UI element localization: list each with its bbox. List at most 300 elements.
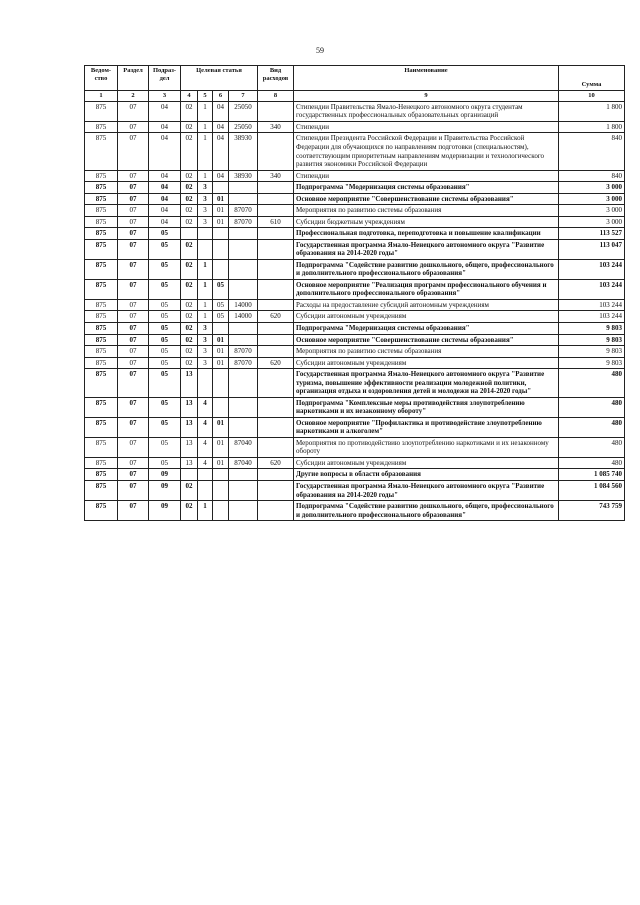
cell-amount: 1 084 560 <box>559 480 625 500</box>
cell-dept: 875 <box>85 193 118 205</box>
cell-direction <box>229 469 258 481</box>
header-target: Целевая статья <box>181 66 258 91</box>
col-number: 9 <box>294 90 559 101</box>
cell-name: Стипендии <box>294 121 559 133</box>
cell-dept: 875 <box>85 417 118 437</box>
cell-subsection: 05 <box>149 259 181 279</box>
cell-section: 07 <box>118 334 149 346</box>
header-name: Наименование <box>294 66 559 91</box>
table-row <box>85 457 625 469</box>
header-subsection: Подраз-дел <box>149 66 181 91</box>
cell-name: Подпрограмма "Комплексные меры противодействия злоупотреблению наркотиками и их незаконному обороту" <box>294 397 559 417</box>
cell-direction <box>229 334 258 346</box>
cell-subsection: 04 <box>149 101 181 121</box>
table-body <box>85 101 625 520</box>
header-dept: Ведом-ство <box>85 66 118 91</box>
cell-expense-type: 610 <box>258 216 294 228</box>
cell-expense-type <box>258 259 294 279</box>
cell-dept: 875 <box>85 228 118 240</box>
col-number: 5 <box>198 90 213 101</box>
cell-program: 13 <box>181 437 198 457</box>
table-row <box>85 397 625 417</box>
cell-subsection: 05 <box>149 323 181 335</box>
cell-amount: 480 <box>559 369 625 398</box>
cell-amount: 1 800 <box>559 101 625 121</box>
cell-amount: 3 000 <box>559 216 625 228</box>
cell-dept: 875 <box>85 346 118 358</box>
cell-activity: 04 <box>213 121 229 133</box>
cell-direction: 87070 <box>229 346 258 358</box>
cell-expense-type: 620 <box>258 457 294 469</box>
cell-activity: 05 <box>213 299 229 311</box>
table-row <box>85 417 625 437</box>
cell-amount: 113 047 <box>559 239 625 259</box>
cell-dept: 875 <box>85 397 118 417</box>
cell-amount: 103 244 <box>559 311 625 323</box>
cell-expense-type <box>258 133 294 170</box>
cell-amount: 103 244 <box>559 299 625 311</box>
cell-direction: 25050 <box>229 121 258 133</box>
cell-program: 02 <box>181 239 198 259</box>
table-row <box>85 279 625 299</box>
cell-direction <box>229 193 258 205</box>
cell-section: 07 <box>118 323 149 335</box>
cell-amount: 3 000 <box>559 205 625 217</box>
cell-dept: 875 <box>85 216 118 228</box>
cell-expense-type <box>258 279 294 299</box>
cell-direction: 14000 <box>229 311 258 323</box>
col-number: 10 <box>559 90 625 101</box>
cell-activity: 01 <box>213 357 229 369</box>
cell-subprogram: 4 <box>198 437 213 457</box>
cell-expense-type: 340 <box>258 121 294 133</box>
table-row <box>85 469 625 481</box>
cell-activity <box>213 397 229 417</box>
cell-amount: 103 244 <box>559 279 625 299</box>
cell-section: 07 <box>118 228 149 240</box>
cell-subsection: 05 <box>149 228 181 240</box>
cell-expense-type <box>258 323 294 335</box>
cell-amount: 480 <box>559 437 625 457</box>
cell-activity <box>213 239 229 259</box>
cell-subsection: 05 <box>149 239 181 259</box>
cell-direction <box>229 228 258 240</box>
cell-subprogram: 4 <box>198 417 213 437</box>
cell-activity <box>213 259 229 279</box>
cell-section: 07 <box>118 216 149 228</box>
cell-dept: 875 <box>85 480 118 500</box>
cell-expense-type <box>258 437 294 457</box>
cell-subprogram: 3 <box>198 182 213 194</box>
cell-activity <box>213 501 229 521</box>
cell-amount: 113 527 <box>559 228 625 240</box>
cell-subsection: 04 <box>149 133 181 170</box>
cell-subprogram: 1 <box>198 311 213 323</box>
col-number: 2 <box>118 90 149 101</box>
cell-name: Мероприятия по развитию системы образования <box>294 346 559 358</box>
cell-direction: 38930 <box>229 133 258 170</box>
cell-expense-type <box>258 334 294 346</box>
cell-section: 07 <box>118 239 149 259</box>
cell-dept: 875 <box>85 279 118 299</box>
cell-direction <box>229 239 258 259</box>
cell-direction <box>229 323 258 335</box>
table-row <box>85 357 625 369</box>
cell-name: Расходы на предоставление субсидий автономным учреждениям <box>294 299 559 311</box>
cell-subsection: 09 <box>149 480 181 500</box>
cell-subprogram <box>198 239 213 259</box>
cell-amount: 9 803 <box>559 357 625 369</box>
cell-subprogram: 3 <box>198 357 213 369</box>
cell-subsection: 04 <box>149 193 181 205</box>
cell-program <box>181 469 198 481</box>
table-row <box>85 239 625 259</box>
cell-dept: 875 <box>85 259 118 279</box>
cell-program: 02 <box>181 299 198 311</box>
header-section: Раздел <box>118 66 149 91</box>
cell-program: 02 <box>181 480 198 500</box>
cell-activity <box>213 182 229 194</box>
cell-dept: 875 <box>85 311 118 323</box>
column-numbers-row <box>85 90 625 101</box>
cell-program: 02 <box>181 259 198 279</box>
header-expense-type: Вид расходов <box>258 66 294 91</box>
cell-program: 02 <box>181 279 198 299</box>
cell-dept: 875 <box>85 369 118 398</box>
cell-subprogram: 4 <box>198 397 213 417</box>
cell-name: Субсидии автономным учреждениям <box>294 311 559 323</box>
cell-amount: 9 803 <box>559 334 625 346</box>
cell-direction: 87070 <box>229 357 258 369</box>
cell-subsection: 05 <box>149 346 181 358</box>
cell-name: Стипендии Президента Российской Федерации и Правительства Российской Федерации для обучающихся по направлениям подготовки (специальностям), соответствующим приоритетным направлениям модернизации и технологического развития экономики Российской Федерации <box>294 133 559 170</box>
cell-subsection: 09 <box>149 501 181 521</box>
table-row <box>85 205 625 217</box>
cell-subprogram <box>198 469 213 481</box>
cell-subsection: 05 <box>149 311 181 323</box>
cell-expense-type <box>258 193 294 205</box>
table-row <box>85 323 625 335</box>
cell-section: 07 <box>118 457 149 469</box>
table-row <box>85 346 625 358</box>
header-amount-top <box>559 66 625 81</box>
cell-dept: 875 <box>85 334 118 346</box>
table-row <box>85 216 625 228</box>
cell-dept: 875 <box>85 182 118 194</box>
cell-activity: 05 <box>213 311 229 323</box>
cell-name: Стипендии Правительства Ямало-Ненецкого автономного округа студентам государственных профессиональных образовательных организаций <box>294 101 559 121</box>
cell-program: 02 <box>181 346 198 358</box>
cell-section: 07 <box>118 299 149 311</box>
cell-subprogram: 4 <box>198 457 213 469</box>
cell-dept: 875 <box>85 299 118 311</box>
cell-name: Субсидии бюджетным учреждениям <box>294 216 559 228</box>
cell-direction <box>229 417 258 437</box>
table-row <box>85 133 625 170</box>
cell-amount: 480 <box>559 397 625 417</box>
cell-activity: 01 <box>213 437 229 457</box>
cell-name: Государственная программа Ямало-Ненецкого автономного округа "Развитие образования на 2014-2020 годы" <box>294 239 559 259</box>
cell-name: Субсидии автономным учреждениям <box>294 457 559 469</box>
cell-expense-type <box>258 397 294 417</box>
cell-name: Подпрограмма "Содействие развитию дошкольного, общего, профессионального и дополнительного профессионального образования" <box>294 501 559 521</box>
cell-name: Подпрограмма "Модернизация системы образования" <box>294 323 559 335</box>
cell-section: 07 <box>118 417 149 437</box>
cell-direction: 14000 <box>229 299 258 311</box>
cell-amount: 840 <box>559 133 625 170</box>
cell-subprogram: 3 <box>198 193 213 205</box>
col-number: 7 <box>229 90 258 101</box>
cell-dept: 875 <box>85 239 118 259</box>
cell-subsection: 05 <box>149 334 181 346</box>
cell-activity: 05 <box>213 279 229 299</box>
cell-name: Основное мероприятие "Совершенствование системы образования" <box>294 334 559 346</box>
cell-expense-type <box>258 501 294 521</box>
cell-subprogram: 3 <box>198 346 213 358</box>
cell-subsection: 09 <box>149 469 181 481</box>
cell-activity: 01 <box>213 216 229 228</box>
cell-section: 07 <box>118 259 149 279</box>
cell-activity: 04 <box>213 101 229 121</box>
cell-subprogram: 1 <box>198 133 213 170</box>
cell-dept: 875 <box>85 501 118 521</box>
cell-dept: 875 <box>85 101 118 121</box>
cell-subsection: 04 <box>149 182 181 194</box>
cell-program: 02 <box>181 501 198 521</box>
cell-expense-type <box>258 346 294 358</box>
table-row <box>85 299 625 311</box>
cell-dept: 875 <box>85 357 118 369</box>
cell-subprogram: 1 <box>198 121 213 133</box>
cell-activity: 01 <box>213 417 229 437</box>
table-row <box>85 501 625 521</box>
cell-section: 07 <box>118 357 149 369</box>
cell-subprogram: 1 <box>198 170 213 182</box>
cell-program: 02 <box>181 133 198 170</box>
cell-name: Основное мероприятие "Профилактика и противодействие злоупотреблению наркотиками и алкоголем" <box>294 417 559 437</box>
table-row <box>85 369 625 398</box>
cell-section: 07 <box>118 346 149 358</box>
header-amount: Сумма <box>559 80 625 90</box>
table-row <box>85 121 625 133</box>
cell-direction <box>229 182 258 194</box>
page-number: 59 <box>316 46 324 55</box>
budget-table <box>84 65 625 521</box>
cell-activity: 01 <box>213 193 229 205</box>
cell-subprogram <box>198 480 213 500</box>
table-row <box>85 334 625 346</box>
cell-name: Подпрограмма "Модернизация системы образования" <box>294 182 559 194</box>
cell-expense-type <box>258 205 294 217</box>
col-number: 4 <box>181 90 198 101</box>
cell-dept: 875 <box>85 457 118 469</box>
cell-program: 02 <box>181 205 198 217</box>
cell-amount: 840 <box>559 170 625 182</box>
cell-direction <box>229 279 258 299</box>
cell-name: Стипендии <box>294 170 559 182</box>
cell-section: 07 <box>118 311 149 323</box>
cell-expense-type <box>258 299 294 311</box>
cell-activity <box>213 469 229 481</box>
cell-section: 07 <box>118 121 149 133</box>
cell-activity: 01 <box>213 334 229 346</box>
table-row <box>85 182 625 194</box>
cell-program: 02 <box>181 357 198 369</box>
cell-subprogram: 3 <box>198 216 213 228</box>
cell-direction <box>229 397 258 417</box>
cell-dept: 875 <box>85 121 118 133</box>
cell-subsection: 04 <box>149 170 181 182</box>
cell-subsection: 05 <box>149 357 181 369</box>
cell-subprogram: 1 <box>198 501 213 521</box>
cell-amount: 480 <box>559 417 625 437</box>
cell-direction: 87070 <box>229 205 258 217</box>
cell-dept: 875 <box>85 323 118 335</box>
cell-subsection: 04 <box>149 216 181 228</box>
cell-amount: 103 244 <box>559 259 625 279</box>
cell-section: 07 <box>118 133 149 170</box>
cell-expense-type: 620 <box>258 357 294 369</box>
table-row <box>85 228 625 240</box>
cell-section: 07 <box>118 101 149 121</box>
cell-section: 07 <box>118 437 149 457</box>
cell-program: 02 <box>181 216 198 228</box>
cell-expense-type <box>258 369 294 398</box>
cell-activity: 04 <box>213 133 229 170</box>
cell-program: 13 <box>181 417 198 437</box>
cell-amount: 480 <box>559 457 625 469</box>
cell-expense-type <box>258 480 294 500</box>
cell-activity <box>213 228 229 240</box>
cell-subsection: 05 <box>149 369 181 398</box>
cell-activity: 01 <box>213 346 229 358</box>
cell-dept: 875 <box>85 469 118 481</box>
cell-expense-type: 340 <box>258 170 294 182</box>
cell-dept: 875 <box>85 133 118 170</box>
cell-name: Основное мероприятие "Реализация программ профессионального обучения и дополнительного профессионального образования" <box>294 279 559 299</box>
cell-section: 07 <box>118 397 149 417</box>
cell-subsection: 05 <box>149 437 181 457</box>
cell-program: 13 <box>181 397 198 417</box>
cell-subprogram: 1 <box>198 259 213 279</box>
cell-name: Государственная программа Ямало-Ненецкого автономного округа "Развитие образования на 2014-2020 годы" <box>294 480 559 500</box>
cell-subsection: 04 <box>149 205 181 217</box>
cell-direction: 87040 <box>229 457 258 469</box>
table-row <box>85 170 625 182</box>
cell-dept: 875 <box>85 437 118 457</box>
cell-amount: 1 085 740 <box>559 469 625 481</box>
cell-amount: 743 759 <box>559 501 625 521</box>
cell-name: Профессиональная подготовка, переподготовка и повышение квалификации <box>294 228 559 240</box>
cell-section: 07 <box>118 193 149 205</box>
cell-direction: 87040 <box>229 437 258 457</box>
cell-activity: 01 <box>213 457 229 469</box>
cell-subsection: 04 <box>149 121 181 133</box>
cell-activity <box>213 480 229 500</box>
cell-program: 02 <box>181 193 198 205</box>
table-row <box>85 480 625 500</box>
cell-dept: 875 <box>85 170 118 182</box>
table-row <box>85 259 625 279</box>
cell-subsection: 05 <box>149 279 181 299</box>
cell-subsection: 05 <box>149 397 181 417</box>
cell-expense-type <box>258 239 294 259</box>
cell-direction <box>229 259 258 279</box>
cell-program: 02 <box>181 334 198 346</box>
cell-amount: 9 803 <box>559 346 625 358</box>
cell-amount: 9 803 <box>559 323 625 335</box>
cell-subsection: 05 <box>149 457 181 469</box>
cell-subsection: 05 <box>149 299 181 311</box>
cell-name: Основное мероприятие "Совершенствование системы образования" <box>294 193 559 205</box>
cell-subprogram: 1 <box>198 279 213 299</box>
cell-subprogram: 3 <box>198 205 213 217</box>
col-number: 3 <box>149 90 181 101</box>
cell-subprogram: 1 <box>198 299 213 311</box>
cell-amount: 1 800 <box>559 121 625 133</box>
cell-activity <box>213 369 229 398</box>
cell-section: 07 <box>118 469 149 481</box>
cell-program: 02 <box>181 121 198 133</box>
cell-amount: 3 000 <box>559 182 625 194</box>
table-row <box>85 437 625 457</box>
cell-program: 02 <box>181 311 198 323</box>
cell-expense-type <box>258 182 294 194</box>
cell-section: 07 <box>118 182 149 194</box>
cell-expense-type <box>258 228 294 240</box>
cell-direction <box>229 369 258 398</box>
cell-direction <box>229 480 258 500</box>
col-number: 8 <box>258 90 294 101</box>
cell-direction <box>229 501 258 521</box>
cell-program: 02 <box>181 170 198 182</box>
cell-amount: 3 000 <box>559 193 625 205</box>
cell-program: 02 <box>181 323 198 335</box>
cell-expense-type: 620 <box>258 311 294 323</box>
cell-direction: 87070 <box>229 216 258 228</box>
cell-name: Государственная программа Ямало-Ненецкого автономного округа "Развитие туризма, повышение эффективности реализации молодежной политики, организация отдыха и оздоровления детей и молодежи на 2014-2020 годы" <box>294 369 559 398</box>
cell-subprogram: 1 <box>198 101 213 121</box>
cell-dept: 875 <box>85 205 118 217</box>
cell-direction: 38930 <box>229 170 258 182</box>
cell-name: Мероприятия по противодействию злоупотреблению наркотиками и их незаконному обороту <box>294 437 559 457</box>
cell-activity <box>213 323 229 335</box>
col-number: 1 <box>85 90 118 101</box>
cell-expense-type <box>258 469 294 481</box>
col-number: 6 <box>213 90 229 101</box>
cell-program: 02 <box>181 101 198 121</box>
cell-activity: 01 <box>213 205 229 217</box>
cell-subsection: 05 <box>149 417 181 437</box>
table-row <box>85 101 625 121</box>
cell-name: Мероприятия по развитию системы образования <box>294 205 559 217</box>
cell-section: 07 <box>118 501 149 521</box>
cell-subprogram <box>198 369 213 398</box>
table-row <box>85 311 625 323</box>
cell-section: 07 <box>118 170 149 182</box>
cell-section: 07 <box>118 205 149 217</box>
cell-program: 13 <box>181 369 198 398</box>
cell-name: Другие вопросы в области образования <box>294 469 559 481</box>
cell-subprogram: 3 <box>198 334 213 346</box>
cell-subprogram: 3 <box>198 323 213 335</box>
cell-direction: 25050 <box>229 101 258 121</box>
cell-subprogram <box>198 228 213 240</box>
cell-name: Подпрограмма "Содействие развитию дошкольного, общего, профессионального и дополнительного профессионального образования" <box>294 259 559 279</box>
cell-section: 07 <box>118 369 149 398</box>
cell-section: 07 <box>118 279 149 299</box>
cell-expense-type <box>258 101 294 121</box>
